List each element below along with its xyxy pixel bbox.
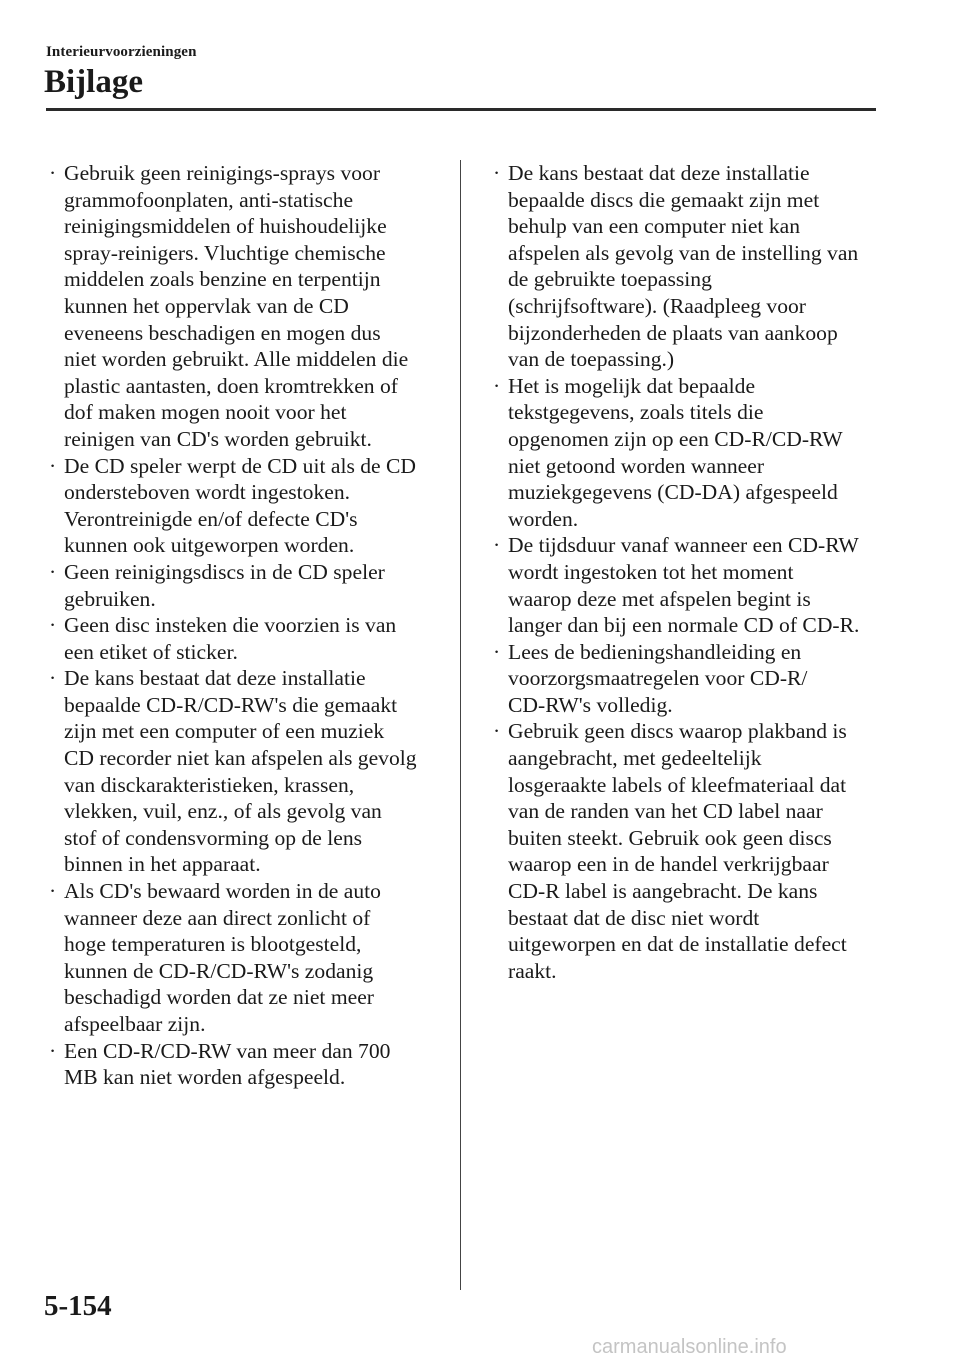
text-line: De kans bestaat dat deze installatie bbox=[64, 666, 366, 691]
bullet-marker: · bbox=[49, 879, 57, 904]
text-line: de gebruikte toepassing bbox=[508, 267, 712, 292]
text-line: uitgeworpen en dat de installatie defect bbox=[508, 932, 847, 957]
text-line: MB kan niet worden afgespeeld. bbox=[64, 1065, 346, 1090]
bullet-marker: · bbox=[49, 453, 57, 478]
text-line: kunnen de CD-R/CD-RW's zodanig bbox=[64, 958, 374, 983]
text-line: Gebruik geen discs waarop plakband is bbox=[508, 719, 847, 744]
text-line: De kans bestaat dat deze installatie bbox=[508, 161, 810, 185]
text-line: bestaat dat de disc niet wordt bbox=[508, 905, 760, 930]
text-line: bepaalde CD-R/CD-RW's die gemaakt bbox=[64, 692, 398, 717]
bullet-marker: · bbox=[493, 639, 501, 664]
text-line: niet getoond worden wanneer bbox=[508, 453, 765, 478]
text-line: Verontreinigde en/of defecte CD's bbox=[64, 506, 358, 531]
text-line: opgenomen zijn op een CD-R/CD-RW bbox=[508, 426, 843, 451]
text-line: gebruiken. bbox=[64, 586, 156, 611]
bullet-marker: · bbox=[49, 1038, 57, 1063]
text-line: CD recorder niet kan afspelen als gevolg bbox=[64, 746, 417, 771]
text-line: vlekken, vuil, enz., of als gevolg van bbox=[64, 799, 382, 824]
text-line: muziekgegevens (CD-DA) afgespeeld bbox=[508, 480, 838, 505]
text-line: Lees de bedieningshandleiding en bbox=[508, 639, 802, 664]
list-item bbox=[46, 612, 446, 665]
text-line: Geen disc insteken die voorzien is van bbox=[64, 613, 397, 638]
text-line: Gebruik geen reinigings-sprays voor bbox=[64, 161, 381, 185]
bullet-marker: · bbox=[49, 161, 57, 185]
text-line: bijzonderheden de plaats van aankoop bbox=[508, 320, 838, 345]
text-line: CD-R label is aangebracht. De kans bbox=[508, 879, 818, 904]
list-item bbox=[46, 665, 446, 878]
text-line: binnen in het apparaat. bbox=[64, 852, 261, 877]
text-line: langer dan bij een normale CD of CD-R. bbox=[508, 613, 860, 638]
text-line: spray-reinigers. Vluchtige chemische bbox=[64, 240, 386, 265]
watermark: carmanualsonline.info bbox=[592, 1336, 787, 1358]
text-line: een etiket of sticker. bbox=[64, 639, 238, 664]
text-line: Het is mogelijk dat bepaalde bbox=[508, 373, 756, 398]
text-line: van de toepassing.) bbox=[508, 347, 675, 372]
text-line: worden. bbox=[508, 506, 579, 531]
text-line: Als CD's bewaard worden in de auto bbox=[64, 879, 381, 904]
bullet-marker: · bbox=[493, 161, 501, 185]
text-line: kunnen ook uitgeworpen worden. bbox=[64, 533, 355, 558]
text-line: Een CD-R/CD-RW van meer dan 700 bbox=[64, 1038, 391, 1063]
text-line: buiten steekt. Gebruik ook geen discs bbox=[508, 825, 832, 850]
list-item bbox=[490, 160, 890, 373]
text-line: bepaalde discs die gemaakt zijn met bbox=[508, 187, 820, 212]
text-line: zijn met een computer of een muziek bbox=[64, 719, 385, 744]
text-line: voorzorgsmaatregelen voor CD-R/ bbox=[508, 666, 808, 691]
text-line: reinigen van CD's worden gebruikt. bbox=[64, 426, 372, 451]
text-line: tekstgegevens, zoals titels die bbox=[508, 400, 764, 425]
text-line: grammofoonplaten, anti-statische bbox=[64, 187, 354, 212]
text-line: (schrijfsoftware). (Raadpleeg voor bbox=[508, 293, 806, 318]
text-line: waarop een in de handel verkrijgbaar bbox=[508, 852, 829, 877]
list-item bbox=[46, 453, 446, 559]
bullet-marker: · bbox=[49, 613, 57, 638]
text-line: Geen reinigingsdiscs in de CD speler bbox=[64, 559, 385, 584]
column-divider bbox=[460, 160, 461, 1290]
text-line: afspeelbaar zijn. bbox=[64, 1012, 206, 1036]
text-line: hoge temperaturen is blootgesteld, bbox=[64, 932, 362, 957]
bullet-marker: · bbox=[49, 666, 57, 691]
bullet-marker: · bbox=[49, 559, 57, 584]
list-item bbox=[490, 373, 890, 533]
right-column bbox=[490, 160, 890, 984]
text-line: van de randen van het CD label naar bbox=[508, 799, 823, 824]
left-column bbox=[46, 160, 446, 1091]
text-line: waarop deze met afspelen begint is bbox=[508, 586, 811, 611]
text-line: dof maken mogen nooit voor het bbox=[64, 400, 347, 425]
text-line: raakt. bbox=[508, 958, 557, 983]
text-line: aangebracht, met gedeeltelijk bbox=[508, 746, 762, 771]
text-line: middelen zoals benzine en terpentijn bbox=[64, 267, 381, 292]
text-line: De tijdsduur vanaf wanneer een CD-RW bbox=[508, 533, 859, 558]
list-item bbox=[490, 532, 890, 638]
text-line: ondersteboven wordt ingestoken. bbox=[64, 480, 351, 505]
bullet-marker: · bbox=[493, 719, 501, 744]
text-line: wanneer deze aan direct zonlicht of bbox=[64, 905, 371, 930]
text-line: reinigingsmiddelen of huishoudelijke bbox=[64, 214, 387, 239]
list-item bbox=[46, 559, 446, 612]
text-line: behulp van een computer niet kan bbox=[508, 214, 801, 239]
text-line: kunnen het oppervlak van de CD bbox=[64, 293, 349, 318]
text-line: CD-RW's volledig. bbox=[508, 692, 673, 717]
text-line: stof of condensvorming op de lens bbox=[64, 825, 363, 850]
text-line: wordt ingestoken tot het moment bbox=[508, 559, 794, 584]
title-rule bbox=[46, 108, 876, 111]
list-item bbox=[490, 639, 890, 719]
text-line: niet worden gebruikt. Alle middelen die bbox=[64, 347, 409, 372]
text-line: van disckarakteristieken, krassen, bbox=[64, 772, 355, 797]
list-item bbox=[46, 1038, 446, 1091]
text-line: eveneens beschadigen en mogen dus bbox=[64, 320, 381, 345]
text-line: De CD speler werpt de CD uit als de CD bbox=[64, 453, 417, 478]
section-label: Interieurvoorzieningen bbox=[46, 44, 197, 60]
text-line: beschadigd worden dat ze niet meer bbox=[64, 985, 374, 1010]
list-item bbox=[490, 718, 890, 984]
text-line: losgeraakte labels of kleefmateriaal dat bbox=[508, 772, 847, 797]
text-line: plastic aantasten, doen kromtrekken of bbox=[64, 373, 398, 398]
bullet-marker: · bbox=[493, 533, 501, 558]
text-line: afspelen als gevolg van de instelling van bbox=[508, 240, 859, 265]
page-number: 5-154 bbox=[44, 1290, 112, 1322]
page-title: Bijlage bbox=[44, 64, 143, 100]
bullet-marker: · bbox=[493, 373, 501, 398]
list-item bbox=[46, 160, 446, 453]
list-item bbox=[46, 878, 446, 1038]
